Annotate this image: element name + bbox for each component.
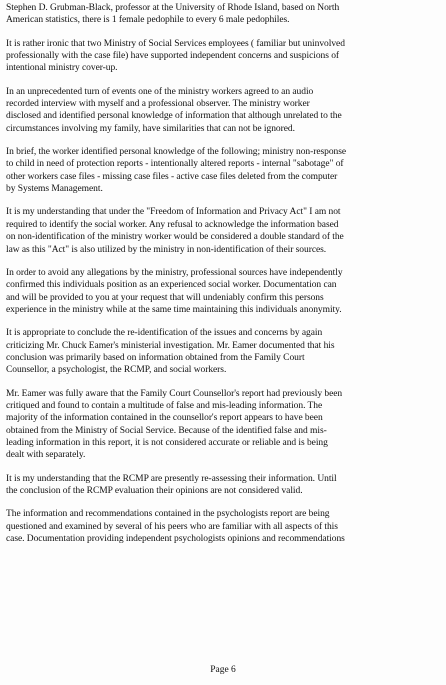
- body-text: [6, 2, 442, 556]
- paragraph-independent-confirmation: In order to avoid any allegations by the ministry, professional sources have independently confirmed this individuals position as an experienced social worker. Documentation can and will be provided to you at your request that will undeniably confirm this persons experience in the ministry while at the same time maintaining this individuals anonymity.: [6, 267, 343, 315]
- paragraph-audio-interview: In an unprecedented turn of events one of the ministry workers agreed to an audio recorded interview with myself and a professional observer. The ministry worker disclosed and identified personal knowledge of information that although unrelated to the circumstances involving my family, have similarities that can not be ignored.: [6, 86, 342, 134]
- paragraph-freedom-of-information: It is my understanding that under the "Freedom of Information and Privacy Act" I am not required to identify the social worker. Any refusal to acknowledge the information based on non-identification of the ministry worker would be considered a double standard of the law as this "Act" is also utilized by the ministry in non-identification of their sources.: [6, 207, 344, 255]
- paragraph-worker-knowledge: In brief, the worker identified personal knowledge of the following; ministry non-response to child in need of protection reports - intentionally altered reports - internal "sabotage" of other workers case files - missing case files - active case files deleted from the computer by Systems Management.: [6, 147, 347, 195]
- paragraph-ministry-employees: It is rather ironic that two Ministry of Social Services employees ( familiar but uninvolved professionally with the case file) have supported independent concerns and suspicions of intentional ministry cover-up.: [6, 38, 345, 74]
- paragraph-psychologist-report: The information and recommendations contained in the psychologists report are being questioned and examined by several of his peers who are familiar with all aspects of this case. Documentation providing independent psychologists opinions and recommendations: [6, 509, 345, 545]
- page-number: Page 6: [210, 665, 236, 675]
- paragraph-counsellor-report: Mr. Eamer was fully aware that the Family Court Counsellor's report had previously been critiqued and found to contain a multitude of false and mis-leading information. The majority of the information contained in the counsellor's report appears to have been obtained from the Ministry of Social Service. Because of the identified false and mis- leading information in this report, it is not considered accurate or reliable and is being dealt with separately.: [6, 388, 343, 461]
- paragraph-eamer-investigation: It is appropriate to conclude the re-identification of the issues and concerns by again criticizing Mr. Chuck Eamer's ministerial investigation. Mr. Eamer documented that his conclusion was primarily based on information obtained from the Family Court Counsellor, a psychologist, the RCMP, and social workers.: [6, 328, 335, 376]
- paragraph-rcmp: It is my understanding that the RCMP are presently re-assessing their information. Until the conclusion of the RCMP evaluation their opinions are not considered valid.: [6, 473, 337, 496]
- paragraph-statistics: Stephen D. Grubman-Black, professor at the University of Rhode Island, based on North American statistics, there is 1 female pedophile to every 6 male pedophiles.: [6, 3, 340, 26]
